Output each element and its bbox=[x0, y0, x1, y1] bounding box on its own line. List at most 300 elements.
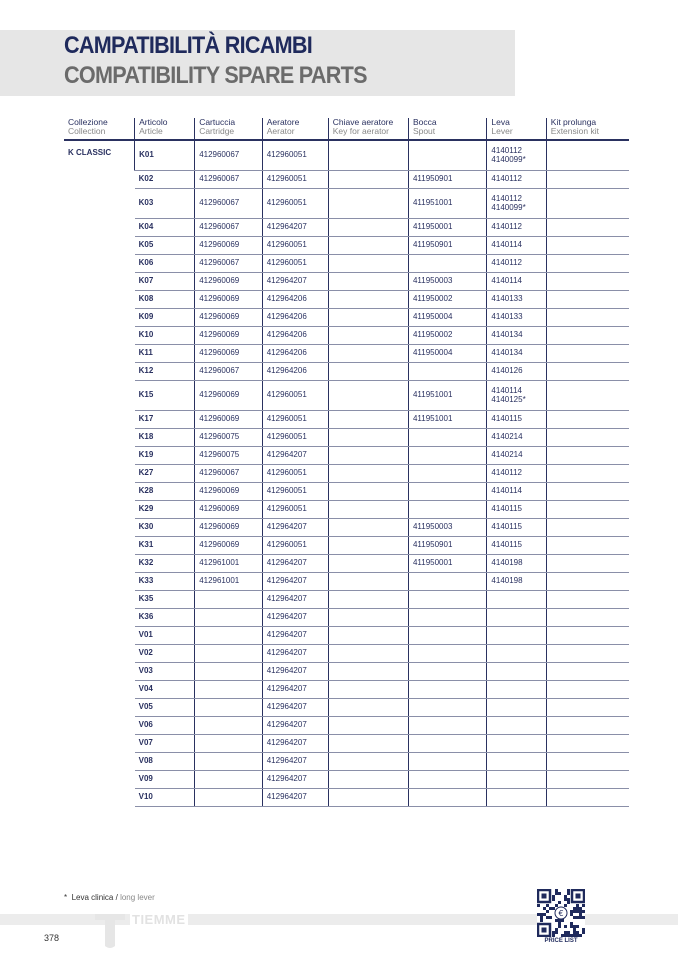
table-cell bbox=[328, 699, 408, 717]
article-cell: K19 bbox=[135, 447, 195, 465]
table-cell: 412960069 bbox=[195, 381, 263, 411]
table-cell: 412961001 bbox=[195, 573, 263, 591]
table-cell: 412964207 bbox=[262, 735, 328, 753]
table-cell: 412960069 bbox=[195, 483, 263, 501]
footnote bbox=[64, 893, 155, 902]
article-cell: K29 bbox=[135, 501, 195, 519]
table-cell bbox=[546, 429, 629, 447]
table-row bbox=[64, 627, 629, 645]
table-cell bbox=[546, 140, 629, 171]
table-cell bbox=[408, 140, 486, 171]
article-cell: K04 bbox=[135, 219, 195, 237]
table-cell bbox=[408, 483, 486, 501]
table-cell bbox=[328, 591, 408, 609]
table-row bbox=[64, 483, 629, 501]
table-cell bbox=[328, 381, 408, 411]
table-cell bbox=[328, 627, 408, 645]
table-cell: 412960067 bbox=[195, 465, 263, 483]
column-header bbox=[487, 118, 546, 140]
table-cell: 412964207 bbox=[262, 753, 328, 771]
table-cell: 412960067 bbox=[195, 219, 263, 237]
table-cell bbox=[195, 771, 263, 789]
table-cell bbox=[546, 483, 629, 501]
table-row bbox=[64, 501, 629, 519]
table-cell bbox=[408, 591, 486, 609]
table-row bbox=[64, 537, 629, 555]
table-row bbox=[64, 771, 629, 789]
article-cell: K06 bbox=[135, 255, 195, 273]
table-cell bbox=[546, 465, 629, 483]
table-cell bbox=[195, 753, 263, 771]
table-cell: 411951001 bbox=[408, 381, 486, 411]
table-cell bbox=[328, 609, 408, 627]
article-cell: V10 bbox=[135, 789, 195, 807]
table-cell bbox=[487, 591, 546, 609]
table-cell bbox=[408, 663, 486, 681]
table-cell: 411950004 bbox=[408, 309, 486, 327]
table-cell bbox=[408, 363, 486, 381]
table-cell: 4140112 4140099* bbox=[487, 189, 546, 219]
table-cell: 412964207 bbox=[262, 609, 328, 627]
table-cell: 4140134 bbox=[487, 327, 546, 345]
table-cell: 412960051 bbox=[262, 429, 328, 447]
article-cell: K08 bbox=[135, 291, 195, 309]
table-cell bbox=[408, 627, 486, 645]
table-cell bbox=[408, 717, 486, 735]
column-header-it: Aeratore bbox=[266, 117, 300, 127]
table-cell: 4140115 bbox=[487, 501, 546, 519]
table-cell bbox=[546, 255, 629, 273]
table-row bbox=[64, 663, 629, 681]
table-cell: 412964207 bbox=[262, 447, 328, 465]
column-header bbox=[135, 118, 195, 140]
table-cell: 411950001 bbox=[408, 219, 486, 237]
table-cell: 412964207 bbox=[262, 699, 328, 717]
table-cell: 4140198 bbox=[487, 555, 546, 573]
column-header-it: Leva bbox=[491, 117, 510, 127]
table-cell bbox=[408, 645, 486, 663]
table-cell: 412964207 bbox=[262, 555, 328, 573]
table-cell bbox=[546, 555, 629, 573]
table-cell: 412960075 bbox=[195, 429, 263, 447]
table-cell: 4140134 bbox=[487, 345, 546, 363]
table-cell: 411950002 bbox=[408, 327, 486, 345]
table-cell bbox=[487, 753, 546, 771]
table-row bbox=[64, 645, 629, 663]
table-cell bbox=[328, 519, 408, 537]
table-cell: 412960051 bbox=[262, 189, 328, 219]
table-cell bbox=[328, 171, 408, 189]
table-row bbox=[64, 219, 629, 237]
table-cell: 4140114 4140125* bbox=[487, 381, 546, 411]
table-row bbox=[64, 309, 629, 327]
table-cell bbox=[546, 573, 629, 591]
table-cell: 4140114 bbox=[487, 483, 546, 501]
table-row bbox=[64, 363, 629, 381]
table-cell: 412960051 bbox=[262, 381, 328, 411]
table-row bbox=[64, 327, 629, 345]
article-cell: K36 bbox=[135, 609, 195, 627]
table-cell bbox=[487, 717, 546, 735]
table-cell bbox=[328, 663, 408, 681]
article-cell: K31 bbox=[135, 537, 195, 555]
table-cell: 411950001 bbox=[408, 555, 486, 573]
article-cell: K03 bbox=[135, 189, 195, 219]
column-header bbox=[546, 118, 629, 140]
table-cell: 4140112 bbox=[487, 219, 546, 237]
table-cell bbox=[408, 465, 486, 483]
table-cell: 412960069 bbox=[195, 537, 263, 555]
article-cell: K09 bbox=[135, 309, 195, 327]
table-cell: 412960051 bbox=[262, 255, 328, 273]
table-cell bbox=[546, 501, 629, 519]
table-cell bbox=[546, 171, 629, 189]
table-cell bbox=[546, 363, 629, 381]
table-cell bbox=[546, 645, 629, 663]
table-cell bbox=[328, 309, 408, 327]
table-cell bbox=[546, 717, 629, 735]
table-cell bbox=[546, 411, 629, 429]
table-cell bbox=[328, 411, 408, 429]
table-cell bbox=[408, 501, 486, 519]
table-cell bbox=[328, 327, 408, 345]
table-row bbox=[64, 171, 629, 189]
table-cell bbox=[328, 291, 408, 309]
table-cell bbox=[328, 483, 408, 501]
table-cell: 411950003 bbox=[408, 519, 486, 537]
table-cell: 412960069 bbox=[195, 309, 263, 327]
table-cell: 412960051 bbox=[262, 171, 328, 189]
article-cell: K27 bbox=[135, 465, 195, 483]
table-cell: 412964206 bbox=[262, 327, 328, 345]
article-cell: V07 bbox=[135, 735, 195, 753]
footnote-en: long lever bbox=[120, 893, 155, 902]
table-cell bbox=[408, 255, 486, 273]
article-cell: V06 bbox=[135, 717, 195, 735]
article-cell: K11 bbox=[135, 345, 195, 363]
table-cell: 412964206 bbox=[262, 363, 328, 381]
table-cell bbox=[195, 609, 263, 627]
table-cell bbox=[328, 219, 408, 237]
table-cell bbox=[546, 381, 629, 411]
column-header-en: Extension kit bbox=[550, 126, 599, 136]
brand-name: TIEMME bbox=[132, 912, 186, 927]
table-row bbox=[64, 735, 629, 753]
table-cell: 412964207 bbox=[262, 591, 328, 609]
table-cell: 411951001 bbox=[408, 411, 486, 429]
column-header-en: Aerator bbox=[266, 126, 295, 136]
column-header bbox=[408, 118, 486, 140]
column-header-it: Bocca bbox=[412, 117, 437, 127]
table-cell bbox=[195, 645, 263, 663]
table-cell: 412960069 bbox=[195, 237, 263, 255]
table-cell: 4140112 bbox=[487, 465, 546, 483]
table-cell: 4140112 bbox=[487, 171, 546, 189]
table-cell bbox=[408, 573, 486, 591]
table-cell bbox=[328, 429, 408, 447]
table-cell bbox=[328, 735, 408, 753]
table-cell bbox=[546, 789, 629, 807]
table-cell: 4140114 bbox=[487, 237, 546, 255]
table-cell: 411950002 bbox=[408, 291, 486, 309]
table-cell bbox=[328, 345, 408, 363]
table-cell: 4140115 bbox=[487, 537, 546, 555]
table-cell bbox=[408, 681, 486, 699]
table-cell: 4140198 bbox=[487, 573, 546, 591]
table-cell bbox=[328, 140, 408, 171]
table-cell: 412964207 bbox=[262, 573, 328, 591]
table-cell: 412960069 bbox=[195, 345, 263, 363]
table-cell: 412961001 bbox=[195, 555, 263, 573]
table-row bbox=[64, 519, 629, 537]
table-cell: 412964207 bbox=[262, 663, 328, 681]
table-cell bbox=[328, 447, 408, 465]
table-cell bbox=[546, 627, 629, 645]
column-header-en: Spout bbox=[412, 126, 436, 136]
column-header-en: Collection bbox=[68, 126, 106, 136]
article-cell: K15 bbox=[135, 381, 195, 411]
column-header bbox=[195, 118, 263, 140]
table-row bbox=[64, 411, 629, 429]
column-header-en: Article bbox=[139, 126, 163, 136]
table-cell: 412964207 bbox=[262, 645, 328, 663]
table-cell: 412960069 bbox=[195, 291, 263, 309]
table-cell bbox=[487, 789, 546, 807]
table-cell bbox=[546, 237, 629, 255]
table-cell: 412964206 bbox=[262, 345, 328, 363]
table-cell bbox=[328, 645, 408, 663]
column-header-it: Cartuccia bbox=[199, 117, 236, 127]
page-title: CAMPATIBILITÀ RICAMBI bbox=[64, 32, 313, 59]
article-cell: K12 bbox=[135, 363, 195, 381]
table-cell: 412964207 bbox=[262, 789, 328, 807]
table-cell: 411950004 bbox=[408, 345, 486, 363]
table-cell bbox=[408, 429, 486, 447]
table-row bbox=[64, 237, 629, 255]
table-row bbox=[64, 189, 629, 219]
article-cell: V03 bbox=[135, 663, 195, 681]
table-cell bbox=[487, 645, 546, 663]
table-cell: 412960067 bbox=[195, 363, 263, 381]
table-row bbox=[64, 273, 629, 291]
table-cell: 4140114 bbox=[487, 273, 546, 291]
table-cell: 412964207 bbox=[262, 771, 328, 789]
table-cell bbox=[546, 291, 629, 309]
table-cell bbox=[546, 273, 629, 291]
table-row bbox=[64, 789, 629, 807]
article-cell: V02 bbox=[135, 645, 195, 663]
table-cell bbox=[195, 681, 263, 699]
article-cell: K07 bbox=[135, 273, 195, 291]
table-cell bbox=[328, 555, 408, 573]
table-cell bbox=[328, 573, 408, 591]
table-cell: 412960051 bbox=[262, 140, 328, 171]
table-cell bbox=[408, 771, 486, 789]
table-cell bbox=[546, 219, 629, 237]
table-cell: 412960067 bbox=[195, 189, 263, 219]
table-cell: 4140115 bbox=[487, 519, 546, 537]
table-cell: 4140133 bbox=[487, 291, 546, 309]
table-row bbox=[64, 609, 629, 627]
column-header bbox=[328, 118, 408, 140]
table-cell bbox=[546, 771, 629, 789]
table-cell bbox=[328, 237, 408, 255]
table-row bbox=[64, 753, 629, 771]
table-cell: 4140214 bbox=[487, 429, 546, 447]
table-row bbox=[64, 447, 629, 465]
table-cell: 412964207 bbox=[262, 273, 328, 291]
table-cell: 411950901 bbox=[408, 171, 486, 189]
table-cell bbox=[487, 735, 546, 753]
column-header-it: Kit prolunga bbox=[550, 117, 597, 127]
table-cell bbox=[546, 519, 629, 537]
article-cell: K35 bbox=[135, 591, 195, 609]
footnote-sep: / bbox=[113, 893, 121, 902]
table-cell bbox=[487, 681, 546, 699]
article-cell: K18 bbox=[135, 429, 195, 447]
table-row bbox=[64, 699, 629, 717]
qr-code-icon[interactable] bbox=[537, 889, 585, 937]
article-cell: K32 bbox=[135, 555, 195, 573]
table-row bbox=[64, 681, 629, 699]
table-cell: 412960069 bbox=[195, 519, 263, 537]
table-cell bbox=[328, 771, 408, 789]
table-cell bbox=[546, 699, 629, 717]
table-row bbox=[64, 465, 629, 483]
table-cell: 412960051 bbox=[262, 501, 328, 519]
table-cell: 412960051 bbox=[262, 411, 328, 429]
compatibility-table bbox=[64, 118, 629, 807]
table-cell: 412960067 bbox=[195, 171, 263, 189]
table-row bbox=[64, 573, 629, 591]
table-cell: 412960069 bbox=[195, 411, 263, 429]
table-cell: 411950003 bbox=[408, 273, 486, 291]
article-cell: K17 bbox=[135, 411, 195, 429]
table-row bbox=[64, 345, 629, 363]
table-cell bbox=[487, 627, 546, 645]
table-row bbox=[64, 255, 629, 273]
table-cell bbox=[546, 189, 629, 219]
table-cell bbox=[328, 789, 408, 807]
table-cell bbox=[328, 363, 408, 381]
table-cell: 412964207 bbox=[262, 717, 328, 735]
table-cell bbox=[546, 591, 629, 609]
article-cell: K33 bbox=[135, 573, 195, 591]
article-cell: K30 bbox=[135, 519, 195, 537]
table-cell bbox=[546, 663, 629, 681]
article-cell: V09 bbox=[135, 771, 195, 789]
table-row bbox=[64, 591, 629, 609]
table-cell: 412964207 bbox=[262, 519, 328, 537]
footnote-it: Leva clinica bbox=[71, 893, 114, 902]
table-cell bbox=[195, 789, 263, 807]
table-cell bbox=[328, 717, 408, 735]
table-row bbox=[64, 140, 629, 171]
table-cell: 412960051 bbox=[262, 465, 328, 483]
table-header-row bbox=[64, 118, 629, 140]
article-cell: V04 bbox=[135, 681, 195, 699]
footnote-marker: * bbox=[64, 893, 68, 902]
table-cell: 4140126 bbox=[487, 363, 546, 381]
page-subtitle: COMPATIBILITY SPARE PARTS bbox=[64, 62, 367, 89]
qr-label: PRICE LIST bbox=[544, 938, 578, 944]
table-cell bbox=[195, 591, 263, 609]
article-cell: K02 bbox=[135, 171, 195, 189]
table-cell: 412964207 bbox=[262, 627, 328, 645]
table-cell: 412960069 bbox=[195, 501, 263, 519]
article-cell: V08 bbox=[135, 753, 195, 771]
table-row bbox=[64, 291, 629, 309]
table-cell: 412960069 bbox=[195, 327, 263, 345]
table-cell: 4140115 bbox=[487, 411, 546, 429]
table-cell bbox=[487, 771, 546, 789]
article-cell: V01 bbox=[135, 627, 195, 645]
table-cell bbox=[195, 663, 263, 681]
table-cell: 4140133 bbox=[487, 309, 546, 327]
table-cell bbox=[328, 273, 408, 291]
column-header bbox=[64, 118, 135, 140]
table-cell bbox=[408, 609, 486, 627]
table-cell: 412964206 bbox=[262, 291, 328, 309]
table-cell bbox=[546, 681, 629, 699]
table-cell bbox=[195, 717, 263, 735]
table-cell bbox=[546, 345, 629, 363]
table-cell: 4140214 bbox=[487, 447, 546, 465]
table-cell: 412960067 bbox=[195, 255, 263, 273]
table-cell: 412960051 bbox=[262, 537, 328, 555]
article-cell: K10 bbox=[135, 327, 195, 345]
table-row bbox=[64, 555, 629, 573]
table-cell bbox=[328, 465, 408, 483]
table-cell bbox=[408, 447, 486, 465]
column-header-it: Chiave aeratore bbox=[332, 117, 394, 127]
table-cell: 412964207 bbox=[262, 219, 328, 237]
table-cell bbox=[546, 447, 629, 465]
table-cell bbox=[408, 753, 486, 771]
svg-text:€: € bbox=[558, 909, 564, 918]
table-cell bbox=[408, 735, 486, 753]
brand-logo-icon bbox=[95, 910, 125, 950]
table-cell: 4140112 bbox=[487, 255, 546, 273]
collection-cell: K CLASSIC bbox=[68, 148, 112, 157]
table-cell bbox=[546, 327, 629, 345]
article-cell: K05 bbox=[135, 237, 195, 255]
table-row bbox=[64, 429, 629, 447]
table-cell bbox=[195, 699, 263, 717]
column-header-it: Articolo bbox=[139, 117, 168, 127]
table-cell: 412960075 bbox=[195, 447, 263, 465]
column-header bbox=[262, 118, 328, 140]
table-cell: 412960051 bbox=[262, 237, 328, 255]
table-cell: 412960069 bbox=[195, 273, 263, 291]
article-cell: V05 bbox=[135, 699, 195, 717]
table-cell bbox=[195, 627, 263, 645]
table-cell: 411950901 bbox=[408, 237, 486, 255]
table-cell bbox=[195, 735, 263, 753]
table-cell: 4140112 4140099* bbox=[487, 140, 546, 171]
table-cell: 411951001 bbox=[408, 189, 486, 219]
page-number: 378 bbox=[44, 933, 60, 943]
table-cell bbox=[328, 501, 408, 519]
article-cell: K28 bbox=[135, 483, 195, 501]
table-cell bbox=[328, 753, 408, 771]
table-cell: 412964207 bbox=[262, 681, 328, 699]
table-row bbox=[64, 717, 629, 735]
table-cell bbox=[546, 537, 629, 555]
table-cell bbox=[546, 753, 629, 771]
table-cell: 412960051 bbox=[262, 483, 328, 501]
table-cell: 411950901 bbox=[408, 537, 486, 555]
